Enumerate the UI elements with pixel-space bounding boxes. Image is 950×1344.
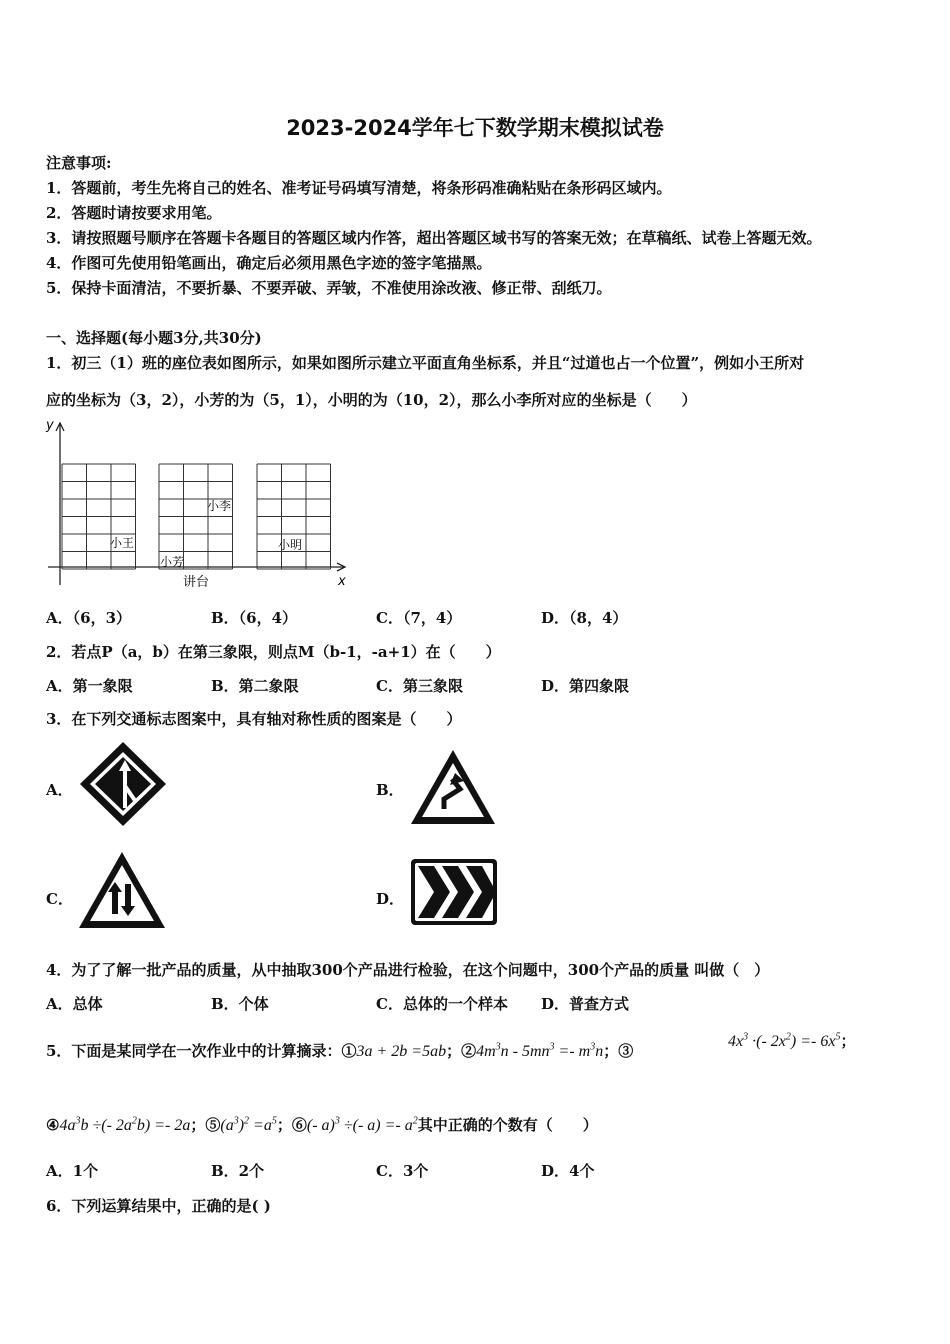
- question-5-line2: [46, 1114, 598, 1135]
- page-title: 2023-2024学年七下数学期末模拟试卷: [286, 116, 664, 140]
- q5-option-b: B．2个: [211, 1162, 265, 1180]
- label-xiaowang: 小王: [110, 536, 135, 550]
- question-4: 4．为了了解一批产品的质量，从中抽取300个产品进行检验，在这个问题中，300个产品的质量 叫做（ ）: [46, 961, 770, 979]
- curve-warning-sign-icon: [408, 747, 498, 827]
- question-3: 3．在下列交通标志图案中，具有轴对称性质的图案是（ ）: [46, 710, 462, 728]
- q5-sep: ；: [190, 1116, 206, 1134]
- y-axis-label: y: [46, 418, 54, 433]
- q4-option-c: C．总体的一个样本: [376, 995, 508, 1013]
- merge-sign-icon: [78, 740, 168, 828]
- seating-chart-figure: [40, 415, 370, 595]
- q1-option-b: B．（6，4）: [211, 609, 298, 627]
- two-way-traffic-sign-icon: [77, 850, 167, 930]
- q5-sep: ；: [840, 1032, 856, 1050]
- q5-expr-3: $4x^3$ ·(- $2x^2) =- 6x^5$: [728, 1031, 841, 1050]
- notice-item: 3．请按照题号顺序在答题卡各题目的答题区域内作答，超出答题区域书写的答案无效；在草稿纸、试卷上答题无效。: [46, 229, 822, 247]
- label-xiaoli: 小李: [207, 499, 232, 513]
- q5-num-4: ④: [46, 1116, 60, 1134]
- q1-option-c: C．（7，4）: [376, 609, 462, 627]
- q3-label-d: D．: [376, 890, 405, 908]
- q4-option-d: D．普查方式: [541, 995, 630, 1013]
- q5-num-1: ①: [341, 1042, 357, 1060]
- question-1-line2: 应的坐标为（3，2），小芳的为（5，1），小明的为（10，2），那么小李所对应的坐标是（ ）: [46, 391, 697, 409]
- q2-option-a: A．第一象限: [46, 677, 133, 695]
- q1-option-a: A．（6，3）: [46, 609, 132, 627]
- q5-sep: ；: [446, 1042, 462, 1060]
- q5-num-6: ⑥: [291, 1116, 307, 1134]
- q5-expr-3-wrap: [728, 1030, 855, 1051]
- q5-option-c: C．3个: [376, 1162, 429, 1180]
- q5-num-3: ③: [618, 1042, 634, 1060]
- label-podium: 讲台: [183, 575, 210, 590]
- q2-option-c: C．第三象限: [376, 677, 463, 695]
- q5-sep: ；: [603, 1042, 619, 1060]
- notice-item: 4．作图可先使用铅笔画出，确定后必须用黑色字迹的签字笔描黑。: [46, 254, 492, 272]
- q5-expr-6: (- a)$^3$ ÷(- $a) =- a^2$: [306, 1115, 418, 1134]
- label-xiaoming: 小明: [278, 538, 303, 552]
- q5-num-5: ⑤: [205, 1116, 221, 1134]
- question-2: 2．若点P（a，b）在第三象限，则点M（b-1，-a+1）在（ ）: [46, 643, 501, 661]
- q5-sep: ；: [276, 1116, 292, 1134]
- notice-item: 2．答题时请按要求用笔。: [46, 204, 222, 222]
- q5-expr-1: 3a + 2b =5ab: [356, 1043, 447, 1060]
- q2-option-b: B．第二象限: [211, 677, 299, 695]
- q4-option-a: A．总体: [46, 995, 103, 1013]
- q5-prefix: 5．下面是某同学在一次作业中的计算摘录：: [46, 1042, 342, 1060]
- q5-expr-5: $(a^3)^2 =a^5$: [220, 1115, 277, 1134]
- q4-option-b: B．个体: [211, 995, 269, 1013]
- q5-expr-2: $4m^3n - 5mn^3 =- m^3n$: [476, 1041, 604, 1060]
- chevron-sign-icon: [410, 858, 500, 928]
- q3-label-c: C．: [46, 890, 73, 908]
- q5-num-2: ②: [461, 1042, 477, 1060]
- question-5-line1: [46, 1040, 633, 1061]
- q1-option-d: D．（8，4）: [541, 609, 628, 627]
- question-1-line1: 1．初三（1）班的座位表如图所示，如果如图所示建立平面直角坐标系，并且“过道也占一个位置”，例如小王所对: [46, 354, 805, 372]
- q3-label-b: B．: [376, 781, 404, 799]
- q5-expr-4: $4a^3b$ ÷(- $2a^2b) =- 2a$: [59, 1115, 191, 1134]
- label-xiaofang: 小芳: [160, 555, 185, 569]
- q5-option-d: D．4个: [541, 1162, 595, 1180]
- q3-label-a: A．: [46, 781, 73, 799]
- question-6: 6．下列运算结果中，正确的是( ): [46, 1197, 271, 1215]
- q5-suffix: 其中正确的个数有（ ）: [417, 1116, 598, 1134]
- notice-item: 5．保持卡面清洁，不要折暴、不要弄破、弄皱，不准使用涂改液、修正带、刮纸刀。: [46, 279, 612, 297]
- q5-option-a: A．1个: [46, 1162, 99, 1180]
- notice-item: 1．答题前，考生先将自己的姓名、准考证号码填写清楚，将条形码准确粘贴在条形码区域内。: [46, 179, 672, 197]
- x-axis-label: x: [338, 574, 346, 589]
- section-heading: 一、选择题(每小题3分,共30分): [46, 329, 262, 347]
- notice-heading: 注意事项:: [46, 154, 112, 172]
- q2-option-d: D．第四象限: [541, 677, 630, 695]
